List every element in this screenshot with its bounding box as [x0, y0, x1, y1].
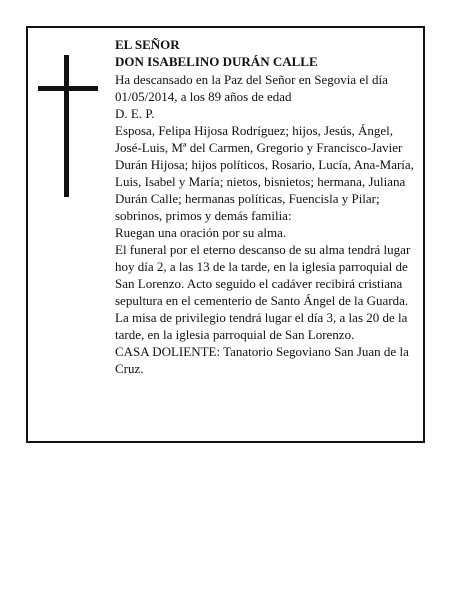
notice-title: EL SEÑOR [115, 37, 180, 52]
deceased-name: DON ISABELINO DURÁN CALLE [115, 54, 318, 69]
obituary-text [115, 36, 415, 377]
family-list: Esposa, Felipa Hijosa Rodríguez; hijos, Jesús, Ángel, José-Luis, Mª del Carmen, Gregorio y Francisco-Javier Durán Hijosa; hijos políticos, Rosario, Lucía, Ana-María, Luis, Isabel y María; nietos, bisnietos; hermana, Juliana Durán Calle; hermanas políticas, Fuencisla y Pilar; sobrinos, primos y demás familia: [115, 123, 414, 223]
prayer-request: Ruegan una oración por su alma. [115, 225, 287, 240]
cross-horizontal-bar [38, 86, 98, 91]
death-announcement: Ha descansado en la Paz del Señor en Segovia el día 01/05/2014, a los 89 años de edad [115, 72, 388, 104]
funeral-details: El funeral por el eterno descanso de su alma tendrá lugar hoy día 2, a las 13 de la tarde, en la iglesia parroquial de San Lorenzo. Acto seguido el cadáver recibirá cristiana sepultura en el cementerio de Santo Ángel de la Guarda. La misa de privilegio tendrá lugar el día 3, a las 20 de la tarde, en la iglesia parroquial de San Lorenzo. [115, 242, 411, 342]
rest-in-peace: D. E. P. [115, 106, 155, 121]
mourning-house: CASA DOLIENTE: Tanatorio Segoviano San Juan de la Cruz. [115, 344, 409, 376]
cross-vertical-bar [64, 55, 69, 197]
